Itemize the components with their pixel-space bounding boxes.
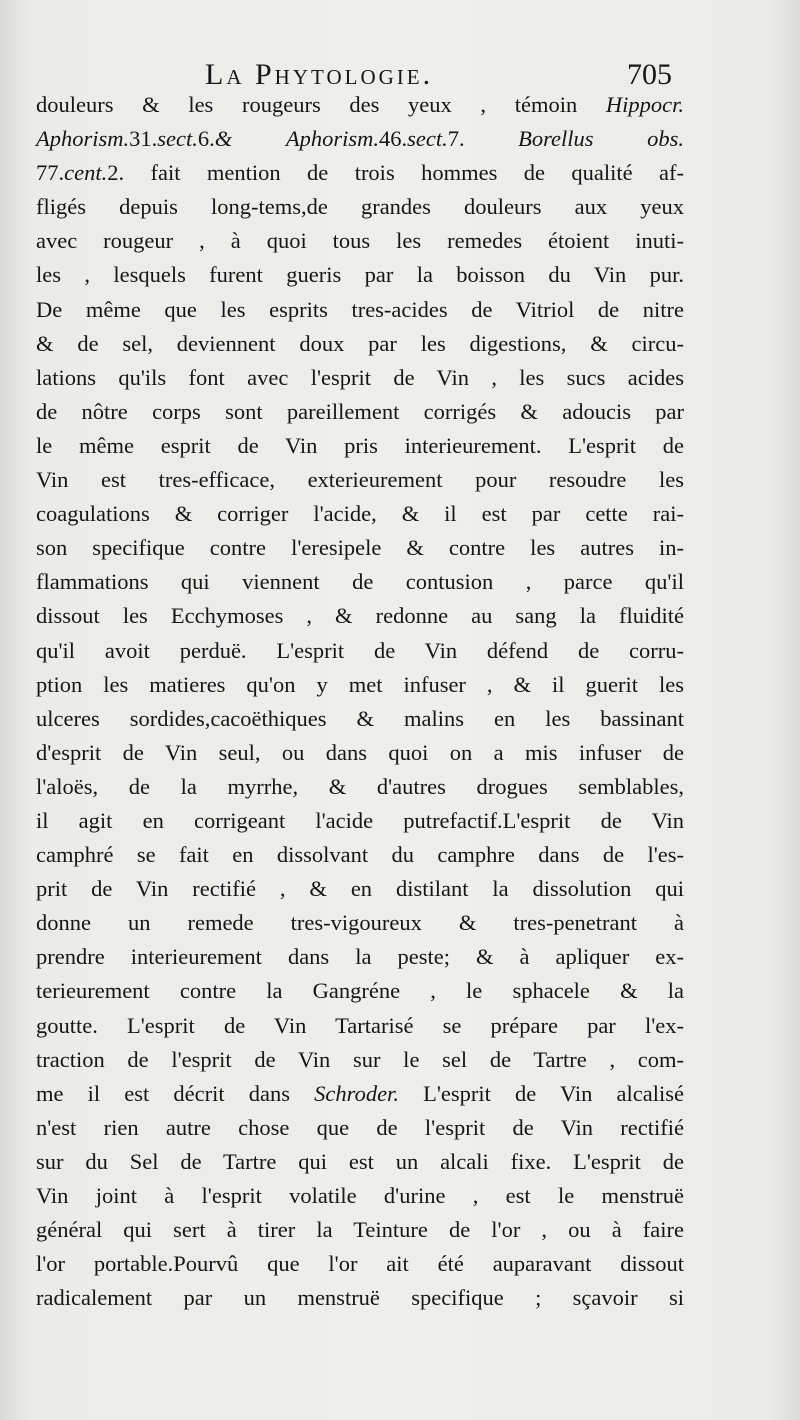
text-line: [36, 702, 684, 736]
line-text: terieurement contre la Gangréne , le sphacele & la: [36, 978, 684, 1004]
line-text: son specifique contre l'eresipele & contre les autres in-: [36, 535, 684, 561]
line-text: radicalement par un menstruë specifique ; sçavoir si: [36, 1285, 684, 1311]
line-text: me il est décrit dans: [36, 1080, 315, 1106]
line-text: donne un remede tres-vigoureux & tres-penetrant à: [36, 910, 684, 936]
italic-text: Hippocr.: [605, 92, 684, 117]
italic-text: &: [214, 126, 233, 152]
italic-text: Schroder.: [314, 1080, 399, 1106]
line-text: l'or portable.Pourvû que l'or ait été auparavant dissout: [36, 1251, 684, 1277]
line-text: flammations qui viennent de contusion , parce qu'il: [36, 569, 684, 595]
italic-text: sect.: [157, 126, 198, 152]
line-text: fligés depuis long-tems,de grandes douleurs aux yeux: [36, 194, 684, 220]
text-line: [36, 429, 684, 463]
text-line: [36, 838, 684, 872]
text-line: [36, 156, 684, 190]
text-line: [36, 974, 684, 1008]
line-text: général qui sert à tirer la Teinture de l'or , ou à faire: [36, 1217, 684, 1243]
line-text: ulceres sordides,cacoëthiques & malins en les bassinant: [36, 705, 684, 731]
text-line: [36, 224, 684, 258]
line-text: le même esprit de Vin pris interieurement. L'esprit de: [36, 432, 684, 458]
line-text: coagulations & corriger l'acide, & il est par cette rai-: [36, 501, 684, 527]
text-line: [36, 1077, 684, 1111]
text-line: [36, 872, 684, 906]
line-text: camphré se fait en dissolvant du camphre dans de l'es-: [36, 842, 684, 868]
line-text: Vin joint à l'esprit volatile d'urine , est le menstruë: [36, 1183, 684, 1208]
line-text: prendre interieurement dans la peste; & à apliquer ex-: [36, 944, 684, 970]
italic-text: Aphorism.: [36, 126, 130, 152]
line-text: ption les matieres qu'on y met infuser , & il guerit les: [36, 671, 684, 697]
text-line: [36, 327, 684, 361]
line-text: avec rougeur , à quoi tous les remedes étoient inuti-: [36, 228, 684, 254]
text-line: [36, 906, 684, 940]
line-text: de nôtre corps sont pareillement corrigés & adoucis par: [36, 398, 684, 424]
line-text: traction de l'esprit de Vin sur le sel de Tartre , com-: [36, 1046, 684, 1072]
text-line: [36, 1009, 684, 1043]
text-line: [36, 1145, 684, 1179]
line-text: dissout les Ecchymoses , & redonne au sang la fluidité: [36, 603, 684, 629]
text-line: [36, 293, 684, 327]
line-text: 46.: [378, 126, 408, 152]
line-text: qu'il avoit perduë. L'esprit de Vin défend de corru-: [36, 637, 684, 663]
italic-text: sect.: [407, 126, 448, 152]
running-title: La Phytologie.: [205, 58, 434, 91]
italic-text: Aphorism.: [285, 126, 379, 152]
line-text: sur du Sel de Tartre qui est un alcali fixe. L'esprit de: [36, 1148, 684, 1174]
text-line: [36, 804, 684, 838]
line-text: goutte. L'esprit de Vin Tartarisé se prépare par l'ex-: [36, 1012, 684, 1038]
text-line: [36, 122, 684, 156]
line-text: douleurs & les rougeurs des yeux , témoin: [36, 92, 606, 117]
text-line: [36, 1043, 684, 1077]
text-line: [36, 634, 684, 668]
line-text: 77.: [36, 160, 65, 186]
text-line: [36, 395, 684, 429]
body-text: [36, 88, 684, 1315]
page-number: 705: [627, 58, 672, 91]
line-text: les , lesquels furent gueris par la boisson du Vin pur.: [36, 262, 684, 288]
text-line: [36, 668, 684, 702]
text-line: [36, 1281, 684, 1315]
text-line: [36, 565, 684, 599]
line-text: 7.: [447, 126, 519, 152]
text-line: [36, 940, 684, 974]
text-line: [36, 599, 684, 633]
text-line: [36, 258, 684, 292]
italic-text: Borellus obs.: [518, 126, 684, 152]
text-line: [36, 770, 684, 804]
text-line: [36, 463, 684, 497]
text-line: [36, 497, 684, 531]
line-text: 31.: [129, 126, 158, 152]
italic-text: cent.: [64, 160, 108, 186]
line-text: 2. fait mention de trois hommes de qualité af-: [107, 160, 684, 186]
text-line: [36, 1247, 684, 1281]
line-text: Vin est tres-efficace, exterieurement pour resoudre les: [36, 467, 684, 493]
line-text: De même que les esprits tres-acides de Vitriol de nitre: [36, 296, 684, 322]
text-line: [36, 88, 684, 122]
line-text: [232, 126, 286, 151]
text-line: [36, 1179, 684, 1213]
text-line: [36, 736, 684, 770]
line-text: il agit en corrigeant l'acide putrefactif.L'esprit de Vin: [36, 807, 684, 833]
text-line: [36, 531, 684, 565]
text-line: [36, 1213, 684, 1247]
text-line: [36, 190, 684, 224]
line-text: prit de Vin rectifié , & en distilant la dissolution qui: [36, 876, 684, 902]
line-text: d'esprit de Vin seul, ou dans quoi on a mis infuser de: [36, 739, 684, 765]
text-line: [36, 1111, 684, 1145]
line-text: l'aloës, de la myrrhe, & d'autres drogues semblables,: [36, 773, 684, 799]
line-text: 6.: [197, 126, 215, 152]
text-line: [36, 361, 684, 395]
line-text: L'esprit de Vin alcalisé: [398, 1080, 684, 1106]
line-text: lations qu'ils font avec l'esprit de Vin , les sucs acides: [36, 364, 684, 390]
line-text: & de sel, deviennent doux par les digestions, & circu-: [36, 330, 684, 356]
line-text: n'est rien autre chose que de l'esprit de Vin rectifié: [36, 1114, 684, 1140]
